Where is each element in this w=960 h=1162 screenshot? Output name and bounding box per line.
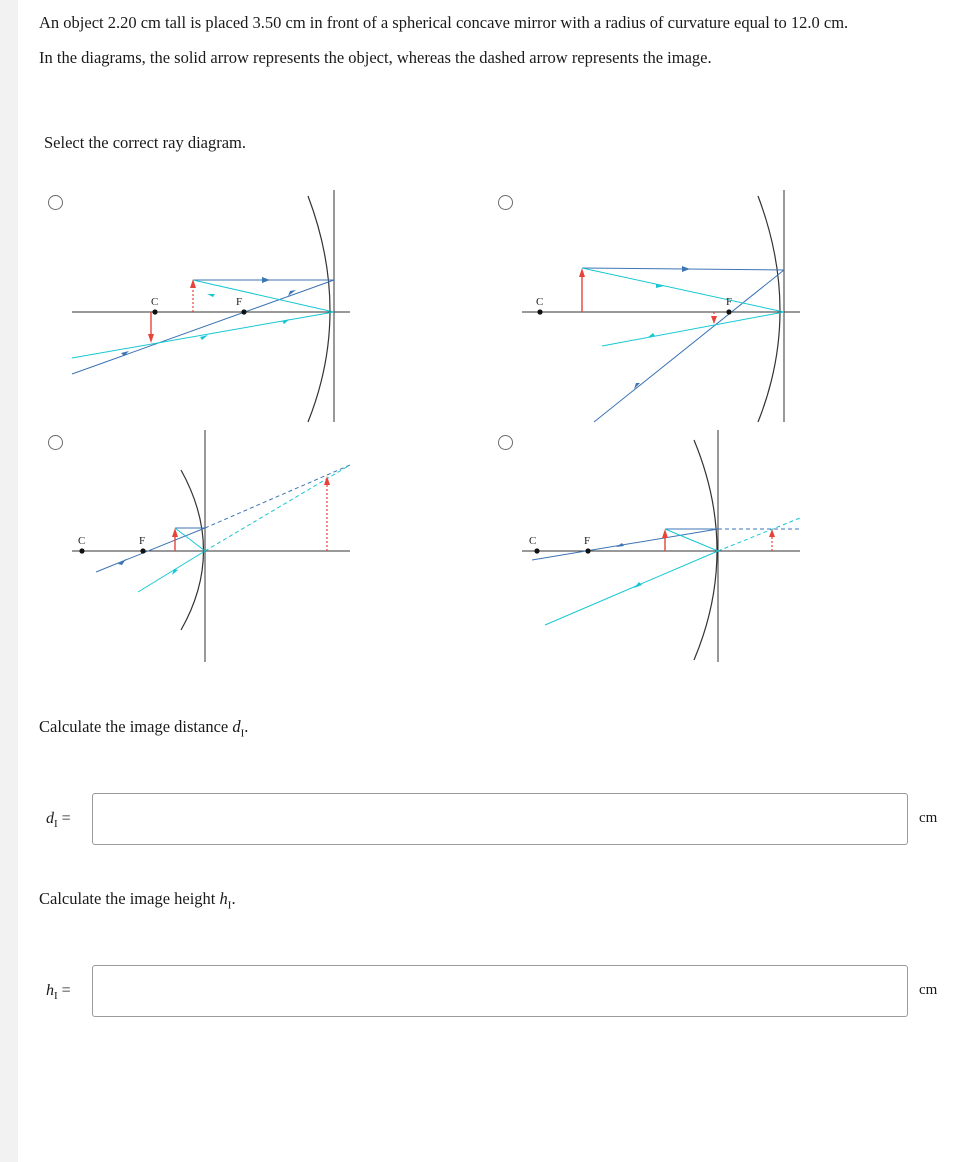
question-prompt-image-height: Calculate the image height $h_I$. bbox=[39, 889, 236, 912]
problem-statement-line2: In the diagrams, the solid arrow represents the object, whereas the dashed arrow represents the image. bbox=[39, 48, 712, 67]
prompt-subscript: I bbox=[227, 899, 232, 912]
label-subscript: I bbox=[54, 818, 58, 831]
label-subscript: I bbox=[54, 990, 58, 1003]
point-c-label: C bbox=[151, 296, 159, 308]
point-f-label: F bbox=[139, 535, 146, 547]
point-f-dot bbox=[585, 548, 590, 553]
image-height-unit: cm bbox=[919, 982, 938, 998]
point-c-label: C bbox=[536, 296, 544, 308]
prompt-variable: d bbox=[232, 717, 241, 736]
point-f-label: F bbox=[236, 296, 243, 308]
point-f-label: F bbox=[584, 535, 591, 547]
label-variable: d bbox=[46, 810, 54, 827]
image-distance-label bbox=[46, 810, 71, 830]
ray-to-vertex bbox=[665, 529, 718, 551]
point-f-label: F bbox=[726, 296, 733, 308]
question-prompt-image-distance: Calculate the image distance $d_I$. bbox=[39, 717, 249, 740]
ray-through-focus bbox=[532, 529, 718, 560]
point-c-label: C bbox=[78, 535, 86, 547]
point-c-label: C bbox=[529, 535, 537, 547]
prompt-text: Calculate the image height bbox=[39, 889, 220, 908]
arrowhead bbox=[616, 543, 624, 547]
prompt-text: Calculate the image distance bbox=[39, 717, 233, 736]
label-equals: = bbox=[57, 810, 71, 827]
point-c-dot bbox=[534, 548, 539, 553]
problem-statement-line1: An object 2.20 cm tall is placed 3.50 cm in front of a spherical concave mirror with a radius of curvature equal to 12.0 cm. bbox=[39, 13, 849, 32]
prompt-subscript: I bbox=[240, 727, 245, 740]
label-equals: = bbox=[57, 982, 71, 999]
concave-mirror bbox=[694, 440, 717, 660]
arrowhead bbox=[634, 582, 642, 588]
question-prompt-diagram: Select the correct ray diagram. bbox=[44, 133, 247, 152]
image-arrowhead bbox=[769, 529, 775, 537]
image-distance-input[interactable] bbox=[92, 793, 908, 845]
prompt-variable: h bbox=[219, 889, 228, 908]
label-variable: h bbox=[46, 982, 54, 999]
image-height-input[interactable] bbox=[92, 965, 908, 1017]
image-height-label bbox=[46, 982, 71, 1002]
ray-reflected-vertex bbox=[545, 551, 718, 625]
virtual-ray-extension bbox=[718, 518, 800, 551]
image-distance-unit: cm bbox=[919, 810, 938, 826]
